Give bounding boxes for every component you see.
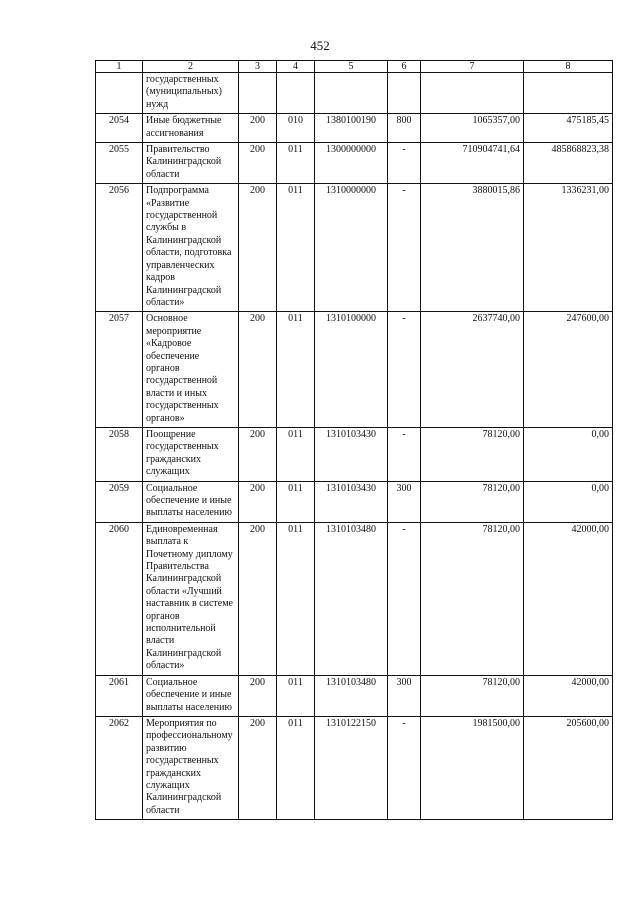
amount-cell: 0,00 [524, 481, 613, 522]
item-name-cell: Основное мероприятие «Кадровое обеспечение органов государственной власти и иных государственных органов» [143, 312, 239, 428]
amount-cell: 1065357,00 [421, 114, 524, 143]
amount-cell: 78120,00 [421, 675, 524, 716]
target-code-cell: 1380100190 [315, 114, 388, 143]
amount-cell: 475185,45 [524, 114, 613, 143]
target-code-cell: 1310103430 [315, 427, 388, 481]
table-header-row [96, 61, 613, 73]
table-row [96, 522, 613, 675]
target-code-cell: 1310122150 [315, 716, 388, 819]
code-cell: 200 [239, 114, 277, 143]
code-cell: 011 [277, 427, 315, 481]
amount-cell [421, 73, 524, 114]
table-row [96, 481, 613, 522]
item-name-cell: Иные бюджетные ассигнования [143, 114, 239, 143]
item-name-cell: Поощрение государственных гражданских служащих [143, 427, 239, 481]
row-number-cell: 2058 [96, 427, 143, 481]
table-row [96, 114, 613, 143]
table-row [96, 73, 613, 114]
code-cell: 200 [239, 427, 277, 481]
expense-type-cell: - [388, 184, 421, 312]
target-code-cell: 1310000000 [315, 184, 388, 312]
row-number-cell: 2062 [96, 716, 143, 819]
item-name-cell: Социальное обеспечение и иные выплаты населению [143, 481, 239, 522]
item-name-cell: Подпрограмма «Развитие государственной службы в Калининградской области, подготовка управленческих кадров Калининградской области» [143, 184, 239, 312]
column-header: 7 [421, 61, 524, 73]
expense-type-cell: - [388, 143, 421, 184]
table-row [96, 184, 613, 312]
table-row [96, 427, 613, 481]
expense-type-cell: - [388, 312, 421, 428]
item-name-cell: Социальное обеспечение и иные выплаты населению [143, 675, 239, 716]
row-number-cell: 2059 [96, 481, 143, 522]
amount-cell: 0,00 [524, 427, 613, 481]
expense-type-cell: - [388, 716, 421, 819]
amount-cell: 485868823,38 [524, 143, 613, 184]
amount-cell: 205600,00 [524, 716, 613, 819]
amount-cell: 3880015,86 [421, 184, 524, 312]
amount-cell: 247600,00 [524, 312, 613, 428]
amount-cell: 78120,00 [421, 427, 524, 481]
table-row [96, 675, 613, 716]
code-cell: 011 [277, 184, 315, 312]
code-cell: 200 [239, 143, 277, 184]
target-code-cell: 1310103430 [315, 481, 388, 522]
target-code-cell: 1310103480 [315, 675, 388, 716]
item-name-cell: Мероприятия по профессиональному развитию государственных гражданских служащих Калининградской области [143, 716, 239, 819]
amount-cell [524, 73, 613, 114]
item-name-cell: государственных (муниципальных) нужд [143, 73, 239, 114]
column-header: 5 [315, 61, 388, 73]
table-row [96, 143, 613, 184]
code-cell [239, 73, 277, 114]
expense-type-cell: 300 [388, 675, 421, 716]
target-code-cell [315, 73, 388, 114]
amount-cell: 42000,00 [524, 522, 613, 675]
row-number-cell: 2061 [96, 675, 143, 716]
amount-cell: 78120,00 [421, 481, 524, 522]
row-number-cell [96, 73, 143, 114]
page-number: 452 [310, 38, 330, 53]
table-row [96, 716, 613, 819]
code-cell: 011 [277, 522, 315, 675]
amount-cell: 78120,00 [421, 522, 524, 675]
code-cell [277, 73, 315, 114]
expense-type-cell: - [388, 522, 421, 675]
code-cell: 200 [239, 716, 277, 819]
code-cell: 010 [277, 114, 315, 143]
code-cell: 200 [239, 312, 277, 428]
expense-type-cell: - [388, 427, 421, 481]
row-number-cell: 2055 [96, 143, 143, 184]
expense-type-cell: 300 [388, 481, 421, 522]
budget-table [95, 60, 613, 820]
item-name-cell: Правительство Калининградской области [143, 143, 239, 184]
code-cell: 200 [239, 522, 277, 675]
amount-cell: 42000,00 [524, 675, 613, 716]
amount-cell: 1981500,00 [421, 716, 524, 819]
code-cell: 200 [239, 675, 277, 716]
target-code-cell: 1310103480 [315, 522, 388, 675]
code-cell: 011 [277, 143, 315, 184]
column-header: 2 [143, 61, 239, 73]
column-header: 8 [524, 61, 613, 73]
code-cell: 011 [277, 716, 315, 819]
target-code-cell: 1300000000 [315, 143, 388, 184]
column-header: 1 [96, 61, 143, 73]
expense-type-cell: 800 [388, 114, 421, 143]
row-number-cell: 2056 [96, 184, 143, 312]
column-header: 3 [239, 61, 277, 73]
row-number-cell: 2054 [96, 114, 143, 143]
expense-type-cell [388, 73, 421, 114]
code-cell: 011 [277, 312, 315, 428]
column-header: 4 [277, 61, 315, 73]
amount-cell: 1336231,00 [524, 184, 613, 312]
code-cell: 011 [277, 675, 315, 716]
row-number-cell: 2057 [96, 312, 143, 428]
amount-cell: 2637740,00 [421, 312, 524, 428]
code-cell: 200 [239, 184, 277, 312]
amount-cell: 710904741,64 [421, 143, 524, 184]
row-number-cell: 2060 [96, 522, 143, 675]
target-code-cell: 1310100000 [315, 312, 388, 428]
column-header: 6 [388, 61, 421, 73]
table-row [96, 312, 613, 428]
item-name-cell: Единовременная выплата к Почетному диплому Правительства Калининградской области «Лучший наставник в системе органов исполнительной власти Калининградской области» [143, 522, 239, 675]
code-cell: 200 [239, 481, 277, 522]
code-cell: 011 [277, 481, 315, 522]
